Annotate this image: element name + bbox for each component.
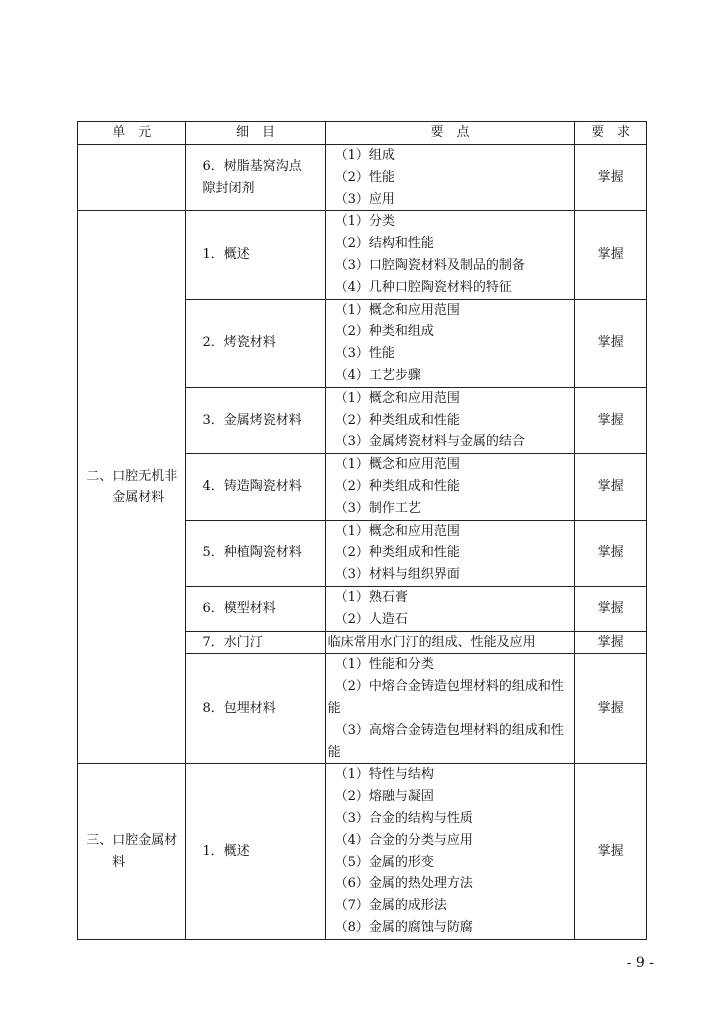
point-text: （3）合金的结构与性质 (334, 810, 473, 826)
point-text: （2）种类组成和性能 (334, 545, 460, 561)
item-cell (186, 654, 325, 764)
table-row (78, 211, 647, 299)
points-cell (325, 586, 575, 631)
points-cell (325, 387, 575, 453)
item-text: 6．模型材料 (202, 600, 276, 616)
points-cell (325, 211, 575, 299)
points-cell (325, 454, 575, 520)
item-cell (186, 145, 325, 211)
item-cell (186, 387, 325, 453)
item-text: 8．包埋材料 (202, 700, 276, 716)
points-cell (325, 520, 575, 586)
point-text: （4）合金的分类与应用 (334, 832, 473, 848)
point-text: （3）性能 (334, 346, 395, 362)
header-item: 细 目 (186, 122, 325, 145)
unit-label-line2: 料 (112, 854, 126, 870)
point-text: （3）制作工艺 (334, 500, 421, 516)
requirement-cell: 掌握 (575, 520, 647, 586)
point-text: （2）结构和性能 (334, 236, 434, 252)
unit-label (86, 466, 177, 510)
header-requirement: 要 求 (575, 122, 647, 145)
requirement-cell: 掌握 (575, 764, 647, 939)
point-text: （1）概念和应用范围 (334, 457, 460, 473)
requirement-cell: 掌握 (575, 586, 647, 631)
item-cell (186, 520, 325, 586)
header-points: 要 点 (325, 122, 575, 145)
requirement-cell: 掌握 (575, 654, 647, 764)
item-text: 1．概述 (202, 247, 250, 263)
unit-label-line1: 二、口腔无机非 (86, 468, 178, 484)
point-text: （8）金属的腐蚀与防腐 (334, 919, 473, 935)
item-cell (186, 631, 325, 654)
item-text: 1．概述 (202, 843, 250, 859)
point-text: （1）概念和应用范围 (334, 523, 460, 539)
item-cell (186, 211, 325, 299)
header-row (78, 122, 647, 145)
item-cell (186, 764, 325, 939)
point-text: （4）工艺步骤 (334, 367, 421, 383)
item-text: 5．种植陶瓷材料 (202, 545, 302, 561)
point-text: （1）特性与结构 (334, 767, 434, 783)
point-text: （1）分类 (334, 214, 395, 230)
point-text: （3）高熔合金铸造包埋材料的组成和性能 (327, 722, 564, 760)
point-text: （6）金属的热处理方法 (334, 876, 473, 892)
point-text: （2）熔融与凝固 (334, 789, 434, 805)
requirement-cell: 掌握 (575, 299, 647, 387)
requirement-cell: 掌握 (575, 454, 647, 520)
requirement-cell: 掌握 (575, 145, 647, 211)
requirement-cell: 掌握 (575, 387, 647, 453)
unit-label (86, 830, 177, 874)
item-cell (186, 299, 325, 387)
point-text: （3）口腔陶瓷材料及制品的制备 (334, 257, 525, 273)
item-text: 6．树脂基窝沟点隙封闭剂 (202, 158, 302, 196)
table-row (78, 145, 647, 211)
point-text: （3）应用 (334, 191, 395, 207)
page-number: - 9 - (626, 955, 654, 971)
point-text: 临床常用水门汀的组成、性能及应用 (327, 634, 536, 650)
point-text: （1）组成 (334, 148, 395, 163)
points-cell (325, 145, 575, 211)
point-text: （2）人造石 (334, 611, 408, 627)
point-text: （2）性能 (334, 169, 395, 185)
point-text: （1）熟石膏 (334, 589, 408, 605)
point-text: （4）几种口腔陶瓷材料的特征 (334, 279, 512, 295)
requirement-cell: 掌握 (575, 211, 647, 299)
points-cell (325, 654, 575, 764)
requirement-cell: 掌握 (575, 631, 647, 654)
item-text: 2．烤瓷材料 (202, 335, 276, 351)
item-cell (186, 586, 325, 631)
point-text: （5）金属的形变 (334, 854, 434, 870)
header-unit: 单 元 (78, 122, 186, 145)
unit-cell (78, 764, 186, 939)
item-text: 3．金属烤瓷材料 (202, 412, 302, 428)
point-text: （1）概念和应用范围 (334, 302, 460, 318)
points-cell (325, 764, 575, 939)
point-text: （2）中熔合金铸造包埋材料的组成和性能 (327, 679, 564, 716)
points-cell (325, 299, 575, 387)
item-text: 7．水门汀 (202, 634, 263, 650)
point-text: （7）金属的成形法 (334, 898, 447, 914)
point-text: （3）金属烤瓷材料与金属的结合 (334, 434, 525, 450)
point-text: （2）种类组成和性能 (334, 478, 460, 494)
point-text: （1）性能和分类 (334, 657, 434, 673)
syllabus-table (77, 121, 647, 940)
point-text: （3）材料与组织界面 (334, 567, 460, 583)
item-text: 4．铸造陶瓷材料 (202, 478, 302, 494)
table-row (78, 764, 647, 939)
points-cell (325, 631, 575, 654)
unit-cell-empty (78, 145, 186, 211)
unit-label-line2: 金属材料 (112, 490, 165, 506)
point-text: （2）种类和组成 (334, 324, 434, 340)
unit-label-line1: 三、口腔金属材 (86, 832, 178, 848)
unit-cell (78, 211, 186, 764)
point-text: （1）概念和应用范围 (334, 390, 460, 406)
item-cell (186, 454, 325, 520)
point-text: （2）种类组成和性能 (334, 412, 460, 428)
